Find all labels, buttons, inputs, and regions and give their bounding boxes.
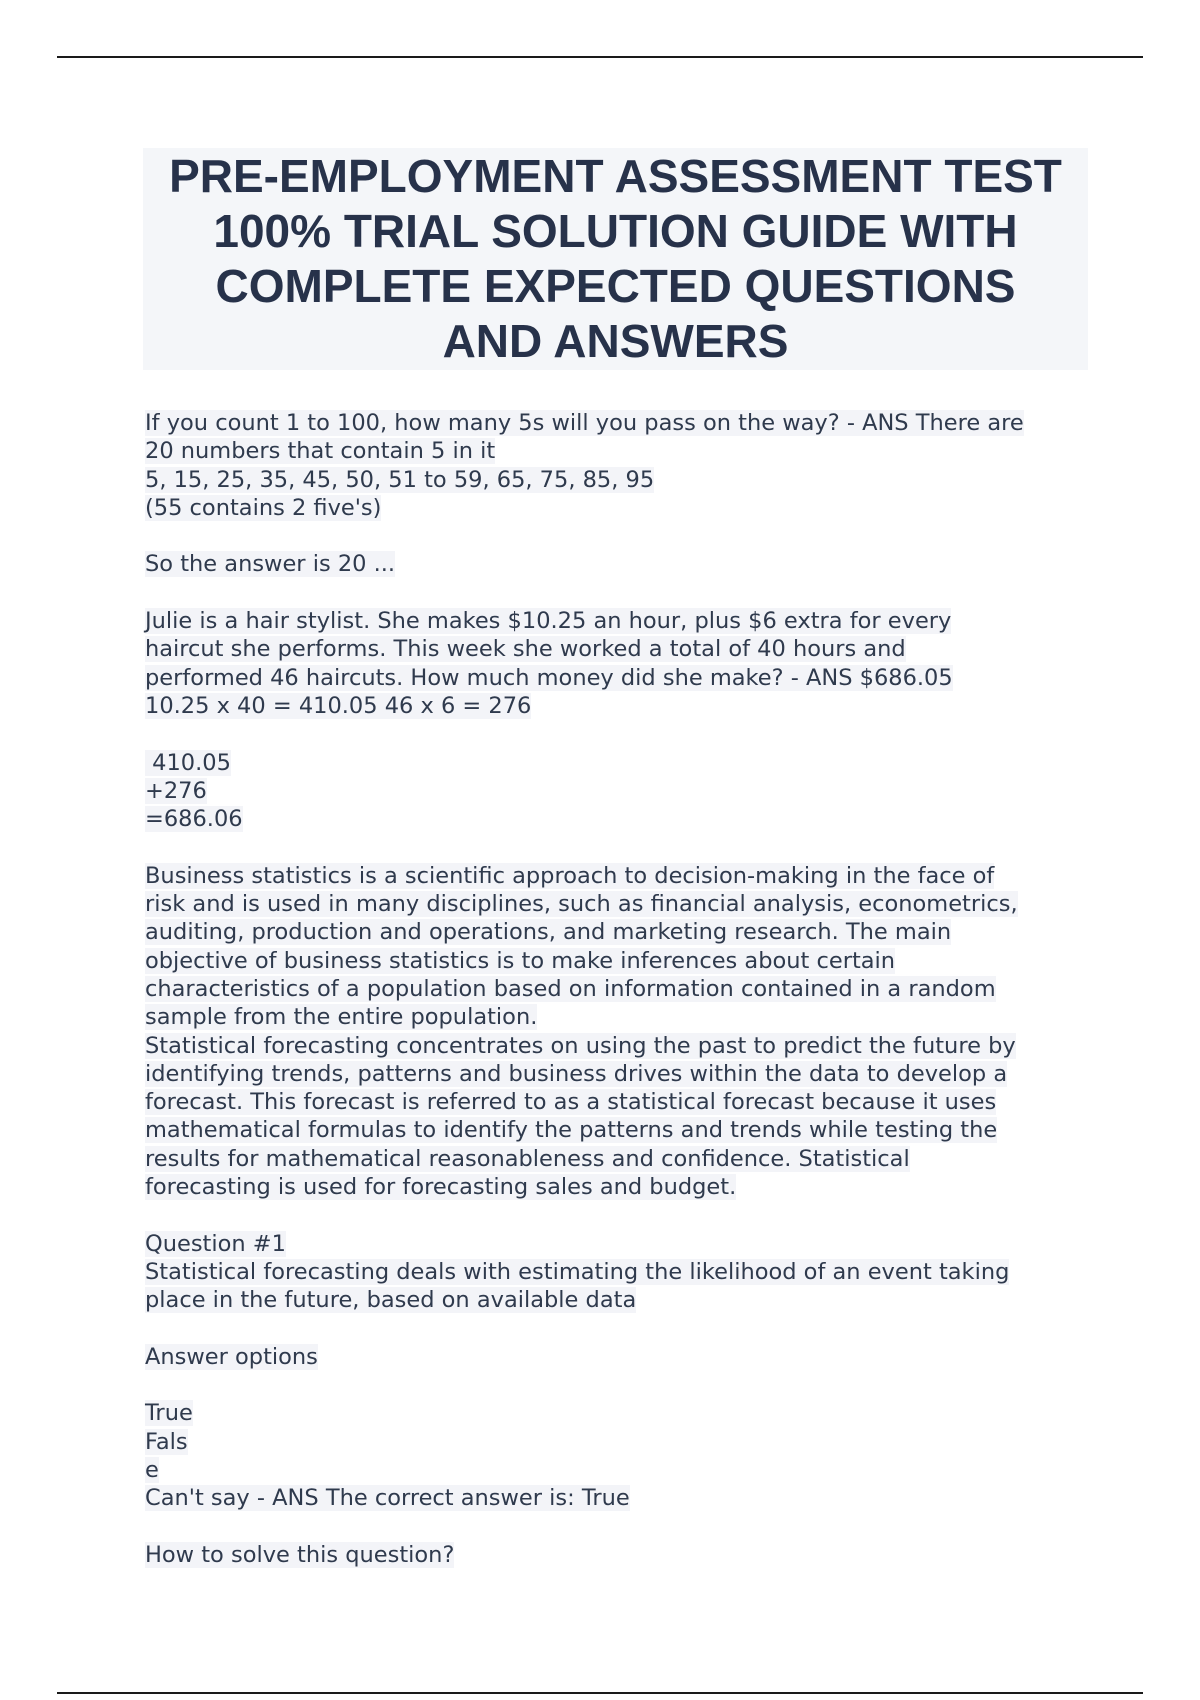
title-line: PRE-EMPLOYMENT ASSESSMENT TEST [169, 150, 1062, 202]
text-line: 5, 15, 25, 35, 45, 50, 51 to 59, 65, 75, 85, 95 [145, 466, 655, 493]
title-line: AND ANSWERS [442, 315, 789, 367]
top-rule [57, 56, 1143, 58]
answer-line: So the answer is 20 ... [145, 551, 396, 578]
question-text: Statistical forecasting deals with estimating the likelihood of an event taking [145, 1258, 1010, 1285]
text-line: 10.25 x 40 = 410.05 46 x 6 = 276 [145, 692, 532, 719]
answer-option: e [145, 1456, 159, 1483]
title-line: COMPLETE EXPECTED QUESTIONS [215, 260, 1016, 312]
paragraph-line: Business statistics is a scientific approach to decision-making in the face of [145, 862, 995, 889]
sum-line: =686.06 [145, 806, 243, 833]
paragraph-line: risk and is used in many disciplines, such as financial analysis, econometrics, [145, 891, 1018, 918]
answer-option: True [145, 1400, 193, 1427]
document-body [145, 409, 1105, 1569]
text-line: Julie is a hair stylist. She makes $10.25 an hour, plus $6 extra for every [145, 608, 952, 635]
title-line: 100% TRIAL SOLUTION GUIDE WITH [213, 205, 1018, 257]
answer-option: Fals [145, 1428, 188, 1455]
bottom-rule [57, 1692, 1143, 1694]
sum-line: 410.05 [145, 749, 231, 776]
paragraph-line: mathematical formulas to identify the patterns and trends while testing the [145, 1117, 998, 1144]
paragraph-line: forecast. This forecast is referred to as a statistical forecast because it uses [145, 1089, 997, 1116]
paragraph-line: forecasting is used for forecasting sales and budget. [145, 1174, 737, 1201]
document-title [143, 148, 1088, 370]
sum-line: +276 [145, 777, 207, 804]
text-line: performed 46 haircuts. How much money did she make? - ANS $686.05 [145, 664, 953, 691]
answer-option: Can't say - ANS The correct answer is: True [145, 1485, 630, 1512]
paragraph-line: results for mathematical reasonableness and confidence. Statistical [145, 1145, 910, 1172]
paragraph-line: auditing, production and operations, and marketing research. The main [145, 919, 952, 946]
text-line: If you count 1 to 100, how many 5s will you pass on the way? - ANS There are [145, 410, 1024, 436]
text-line: (55 contains 2 five's) [145, 494, 382, 521]
paragraph-line: identifying trends, patterns and business drives within the data to develop a [145, 1060, 1008, 1087]
text-line: 20 numbers that contain 5 in it [145, 438, 496, 465]
paragraph-line: objective of business statistics is to make inferences about certain [145, 947, 896, 974]
paragraph-line: sample from the entire population. [145, 1004, 538, 1031]
question-text: place in the future, based on available data [145, 1287, 637, 1314]
paragraph-line: characteristics of a population based on information contained in a random [145, 975, 996, 1002]
followup-text: How to solve this question? [145, 1541, 455, 1568]
question-heading: Question #1 [145, 1230, 286, 1257]
answer-options-label: Answer options [145, 1343, 318, 1370]
paragraph-line: Statistical forecasting concentrates on using the past to predict the future by [145, 1032, 1016, 1059]
text-line: haircut she performs. This week she worked a total of 40 hours and [145, 636, 906, 663]
